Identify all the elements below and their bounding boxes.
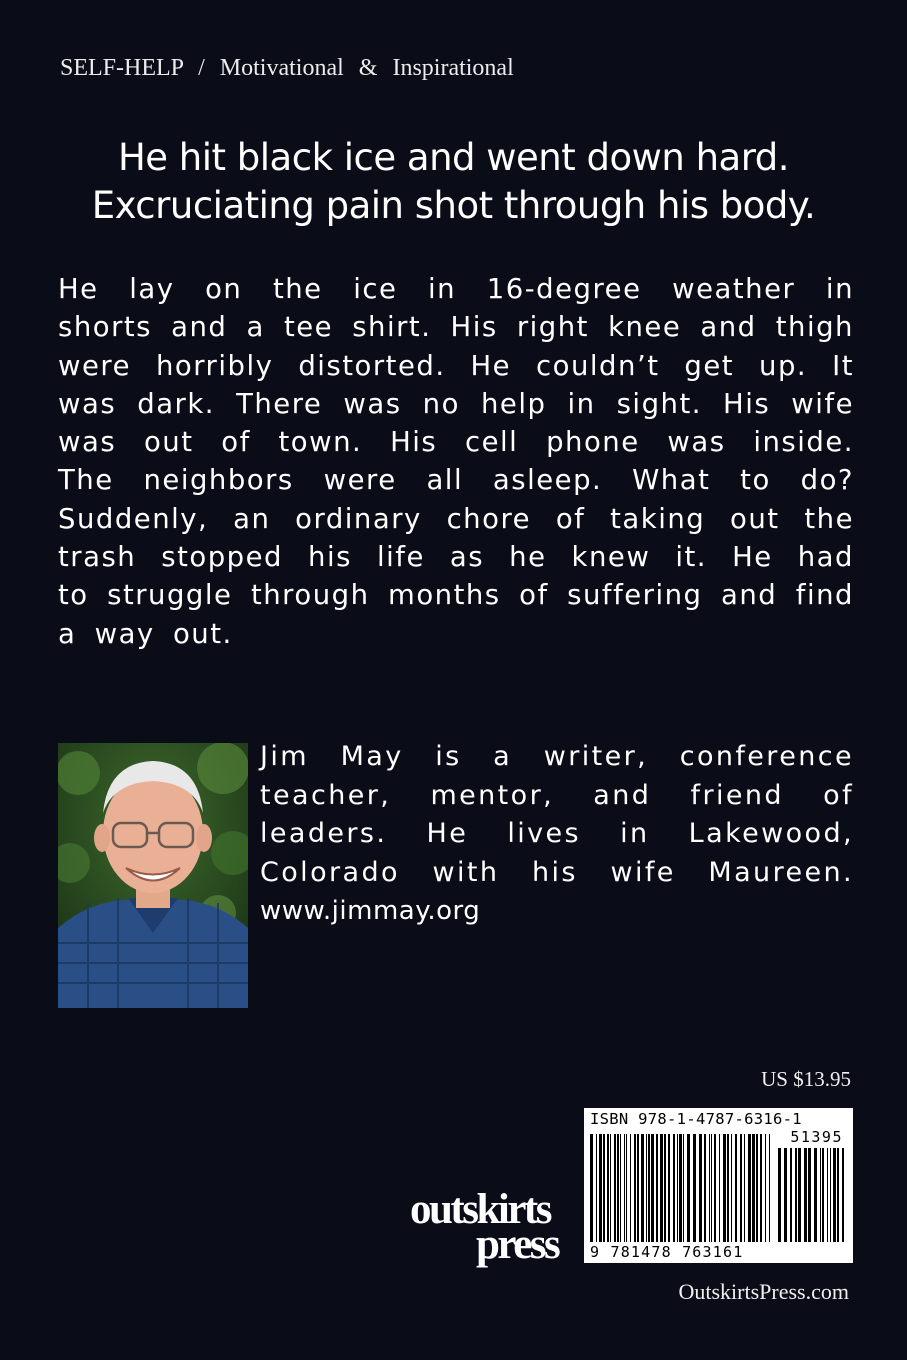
barcode-bar bbox=[626, 1134, 627, 1242]
barcode-bar bbox=[630, 1134, 631, 1242]
barcode-addon-bars bbox=[778, 1148, 846, 1242]
publisher-logo-line2: press bbox=[476, 1221, 559, 1269]
price-label: US $13.95 bbox=[761, 1067, 851, 1091]
barcode-bar bbox=[709, 1134, 710, 1242]
barcode-bar bbox=[790, 1148, 792, 1242]
blurb-line: shorts and a tee shirt. His right knee and thigh bbox=[58, 311, 854, 344]
author-photo bbox=[58, 743, 248, 1008]
barcode-bar bbox=[822, 1148, 824, 1242]
barcode-bar bbox=[617, 1134, 619, 1242]
bio-line: teacher, mentor, and friend of bbox=[260, 779, 854, 811]
barcode-bar bbox=[603, 1134, 605, 1242]
barcode-price-code: 51395 bbox=[790, 1128, 843, 1146]
category-secondary-b: Inspirational bbox=[392, 55, 514, 81]
blurb-line: was dark. There was no help in sight. His wife bbox=[58, 387, 854, 420]
barcode-bar bbox=[814, 1148, 817, 1242]
barcode-bar bbox=[778, 1148, 781, 1242]
barcode-bar bbox=[679, 1134, 682, 1242]
headline-line: Excruciating pain shot through his body. bbox=[91, 184, 816, 227]
barcode-bar bbox=[699, 1134, 702, 1242]
barcode-bar bbox=[727, 1134, 729, 1242]
barcode-bar bbox=[641, 1134, 644, 1242]
blurb-paragraph bbox=[58, 270, 854, 653]
blurb-line: Suddenly, an ordinary chore of taking out the bbox=[58, 502, 854, 535]
barcode-bar bbox=[784, 1148, 787, 1242]
barcode-bar bbox=[610, 1134, 611, 1242]
publisher-logo-line1: outskirts bbox=[410, 1186, 550, 1233]
barcode-bar bbox=[656, 1134, 658, 1242]
barcode-bar bbox=[769, 1134, 770, 1242]
blurb-line: The neighbors were all asleep. What to do? bbox=[58, 464, 854, 497]
barcode-bar bbox=[687, 1134, 690, 1242]
barcode-main-bars bbox=[590, 1134, 772, 1242]
blurb-line: to struggle through months of suffering and find bbox=[58, 579, 854, 612]
barcode-bar bbox=[744, 1134, 745, 1242]
barcode-bar bbox=[607, 1134, 609, 1242]
barcode-bar bbox=[756, 1134, 758, 1242]
isbn-number: ISBN 978-1-4787-6316-1 bbox=[590, 1110, 802, 1128]
headline-line: He hit black ice and went down hard. bbox=[117, 136, 790, 179]
barcode-bar bbox=[668, 1134, 670, 1242]
publisher-website[interactable]: OutskirtsPress.com bbox=[678, 1279, 849, 1304]
barcode-bar bbox=[620, 1134, 621, 1242]
barcode-bar bbox=[798, 1148, 801, 1242]
barcode-bar bbox=[711, 1134, 712, 1242]
barcode-bar bbox=[735, 1134, 737, 1242]
barcode-bar bbox=[714, 1134, 716, 1242]
barcode-bar bbox=[837, 1148, 839, 1242]
blurb-line: He lay on the ice in 16-degree weather in bbox=[58, 273, 854, 305]
barcode-bar bbox=[664, 1134, 666, 1242]
barcode-bar bbox=[827, 1148, 828, 1242]
barcode-bar bbox=[795, 1148, 797, 1242]
barcode-bar bbox=[590, 1134, 593, 1242]
barcode-bar bbox=[723, 1134, 726, 1242]
author-bio bbox=[260, 738, 854, 931]
isbn-barcode bbox=[584, 1108, 853, 1263]
barcode-bar bbox=[760, 1134, 762, 1242]
barcode-bar bbox=[748, 1134, 751, 1242]
barcode-bar bbox=[842, 1148, 844, 1242]
bio-line: leaders. He lives in Lakewood, bbox=[260, 818, 854, 849]
bio-line: Colorado with his wife Maureen. bbox=[260, 856, 854, 888]
category-separator: / bbox=[198, 55, 205, 81]
barcode-bar bbox=[673, 1134, 675, 1242]
barcode-bar bbox=[693, 1134, 696, 1242]
barcode-bar bbox=[677, 1134, 678, 1242]
category-secondary-a: Motivational bbox=[219, 55, 344, 81]
barcode-bar bbox=[599, 1134, 602, 1242]
blurb-line: a way out. bbox=[58, 617, 233, 650]
barcode-bar bbox=[704, 1134, 706, 1242]
blurb-line: was out of town. His cell phone was inside. bbox=[58, 426, 854, 459]
barcode-bar bbox=[719, 1134, 720, 1242]
barcode-bar bbox=[660, 1134, 663, 1242]
barcode-bar bbox=[765, 1134, 766, 1242]
barcode-bar bbox=[752, 1134, 755, 1242]
category-primary: SELF-HELP bbox=[60, 55, 184, 81]
barcode-bar bbox=[637, 1134, 639, 1242]
category-ampersand: & bbox=[358, 55, 378, 81]
barcode-bar bbox=[614, 1134, 616, 1242]
ean-digits: 9 781478 763161 bbox=[590, 1243, 744, 1261]
headline bbox=[40, 134, 867, 230]
publisher-logo bbox=[410, 1186, 559, 1269]
barcode-bar bbox=[634, 1134, 636, 1242]
blurb-line: were horribly distorted. He couldn’t get up. It bbox=[58, 349, 854, 382]
barcode-bar bbox=[596, 1134, 597, 1242]
barcode-bar bbox=[731, 1134, 732, 1242]
barcode-bar bbox=[646, 1134, 647, 1242]
barcode-bar bbox=[648, 1134, 650, 1242]
barcode-bar bbox=[651, 1134, 654, 1242]
barcode-bar bbox=[624, 1134, 625, 1242]
barcode-bar bbox=[804, 1148, 807, 1242]
barcode-bar bbox=[833, 1148, 836, 1242]
barcode-bar bbox=[740, 1134, 742, 1242]
author-website-link[interactable]: www.jimmay.org bbox=[260, 896, 481, 926]
barcode-bar bbox=[683, 1134, 684, 1242]
bio-line: Jim May is a writer, conference bbox=[260, 741, 854, 772]
barcode-bar bbox=[830, 1148, 831, 1242]
barcode-bar bbox=[808, 1148, 811, 1242]
blurb-line: trash stopped his life as he knew it. He had bbox=[58, 541, 854, 574]
barcode-bar bbox=[820, 1148, 821, 1242]
category-label bbox=[60, 55, 514, 82]
